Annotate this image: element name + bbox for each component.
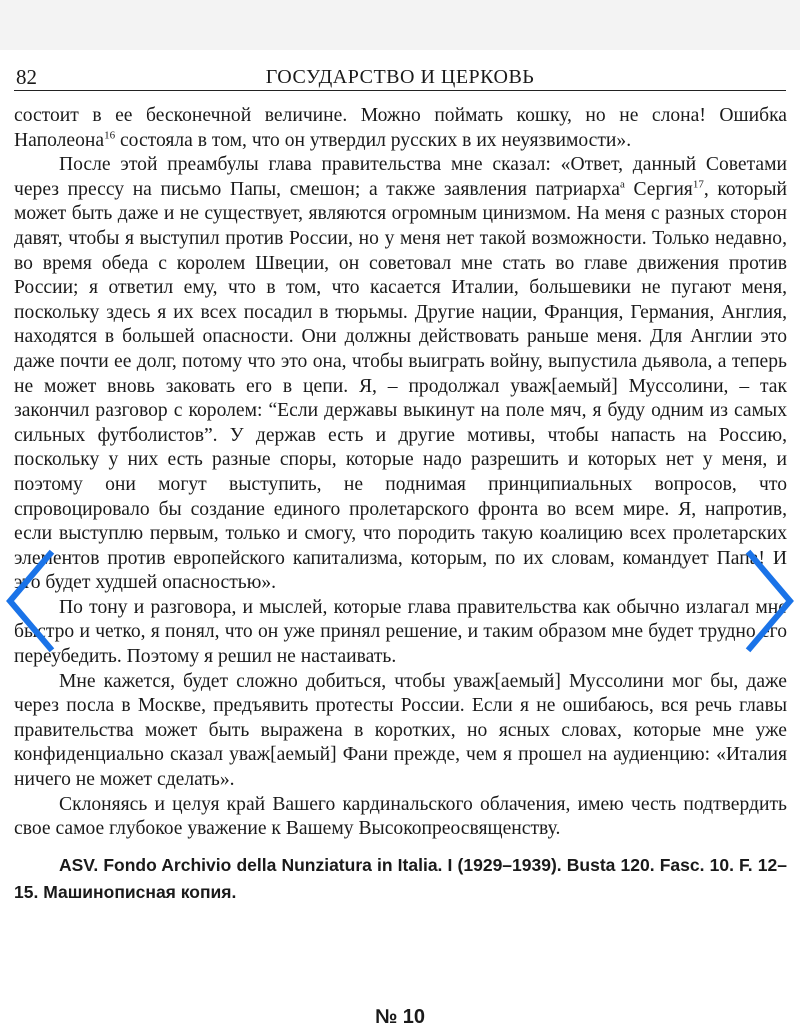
paragraph-1: [14, 104, 787, 153]
paragraph-3: По тону и разговора, и мыслей, которые глава правительства как обычно излагал мне быстро и четко, я понял, что он уже принял решение, и таким образом мне будет трудно его переубедить. Поэтому я решил не настаивать.: [14, 596, 787, 668]
paragraph-1-text-b: состояла в том, что он утвердил русских в их неуязвимости».: [115, 129, 632, 151]
paragraph-5: Склоняясь и целуя край Вашего кардинальского облачения, имею честь подтвердить свое самое глубокое уважение к Вашему Высокопреосвященству.: [14, 793, 787, 840]
running-title: ГОСУДАРСТВО И ЦЕРКОВЬ: [265, 66, 535, 88]
document-number: № 10: [374, 1006, 426, 1028]
paragraph-1-text-a: состоит в ее бесконечной величине. Можно поймать кошку, но не слона! Ошибка Наполеона: [14, 105, 787, 151]
page-header: [14, 64, 786, 91]
footnote-ref-17: 17: [692, 178, 704, 191]
chevron-right-icon: [740, 546, 800, 656]
page-number: 82: [16, 65, 37, 89]
paragraph-2-text-b: Сергия: [624, 178, 693, 200]
footnote-ref-a: a: [619, 178, 625, 191]
viewer-top-bar: [0, 0, 800, 50]
paragraph-2-text-c: , который может быть даже и не существует, являются огромным цинизмом. На меня с разных сторон давят, чтобы я выступил против России, но у меня нет такой возможности. Только недавно, во время обеда с королем Швеции, он советовал мне стать во главе движения против России; я ответил ему, что в том, что касается Италии, большевики не пугают меня, поскольку здесь я их всех посадил в тюрьмы. Другие нации, Франция, Германия, Англия, находятся в большей опасности. Они должны действовать раньше меня. Для Англии это даже почти ее долг, потому что это она, чтобы выиграть войну, выпустила дьявола, а теперь не может вновь заковать его в цепи. Я, – продолжал уваж[аемый] Муссолини, – так закончил разговор с королем: “Если державы выкинут на поле мяч, я буду одним из самых сильных футболистов”. У держав есть и другие мотивы, чтобы напасть на Россию, поскольку у них есть разные споры, которые надо разрешить и которых нет у меня, и поэтому они могут выступить, не поднимая принципиальных вопросов, что спровоцировало бы создание единого пролетарского фронта во всем мире. Я, напротив, если выступлю первым, только и смогу, что породить такую коалицию всех пролетарских элементов против европейского капитализма, которым, по их словам, командует Папа! И это будет худшей опасностью».: [14, 178, 787, 594]
paragraph-2-text-a: После этой преамбулы глава правительства мне сказал: «Ответ, данный Советами через прессу на письмо Папы, смешон; а также заявления патриарха: [14, 154, 787, 200]
document-body: [14, 104, 787, 906]
paragraph-2: [14, 153, 787, 596]
chevron-left-icon: [0, 546, 60, 656]
paragraph-4: Мне кажется, будет сложно добиться, чтобы уваж[аемый] Муссолини мог бы, даже через посла в Москве, предъявить протесты России. Если я не ошибаюсь, вся речь главы правительства может быть выражена в коротких, но ясных словах, которые мне уже конфиденциально сказал уваж[аемый] Фани прежде, чем я прошел на аудиенцию: «Италия ничего не может сделать».: [14, 670, 787, 791]
next-page-button[interactable]: [740, 546, 800, 656]
previous-page-button[interactable]: [0, 546, 60, 656]
footnote-ref-16: 16: [104, 129, 116, 142]
archival-source: ASV. Fondo Archivio della Nunziatura in Italia. I (1929–1939). Busta 120. Fasc. 10. F. 12–15. Машинописная копия.: [14, 854, 787, 902]
